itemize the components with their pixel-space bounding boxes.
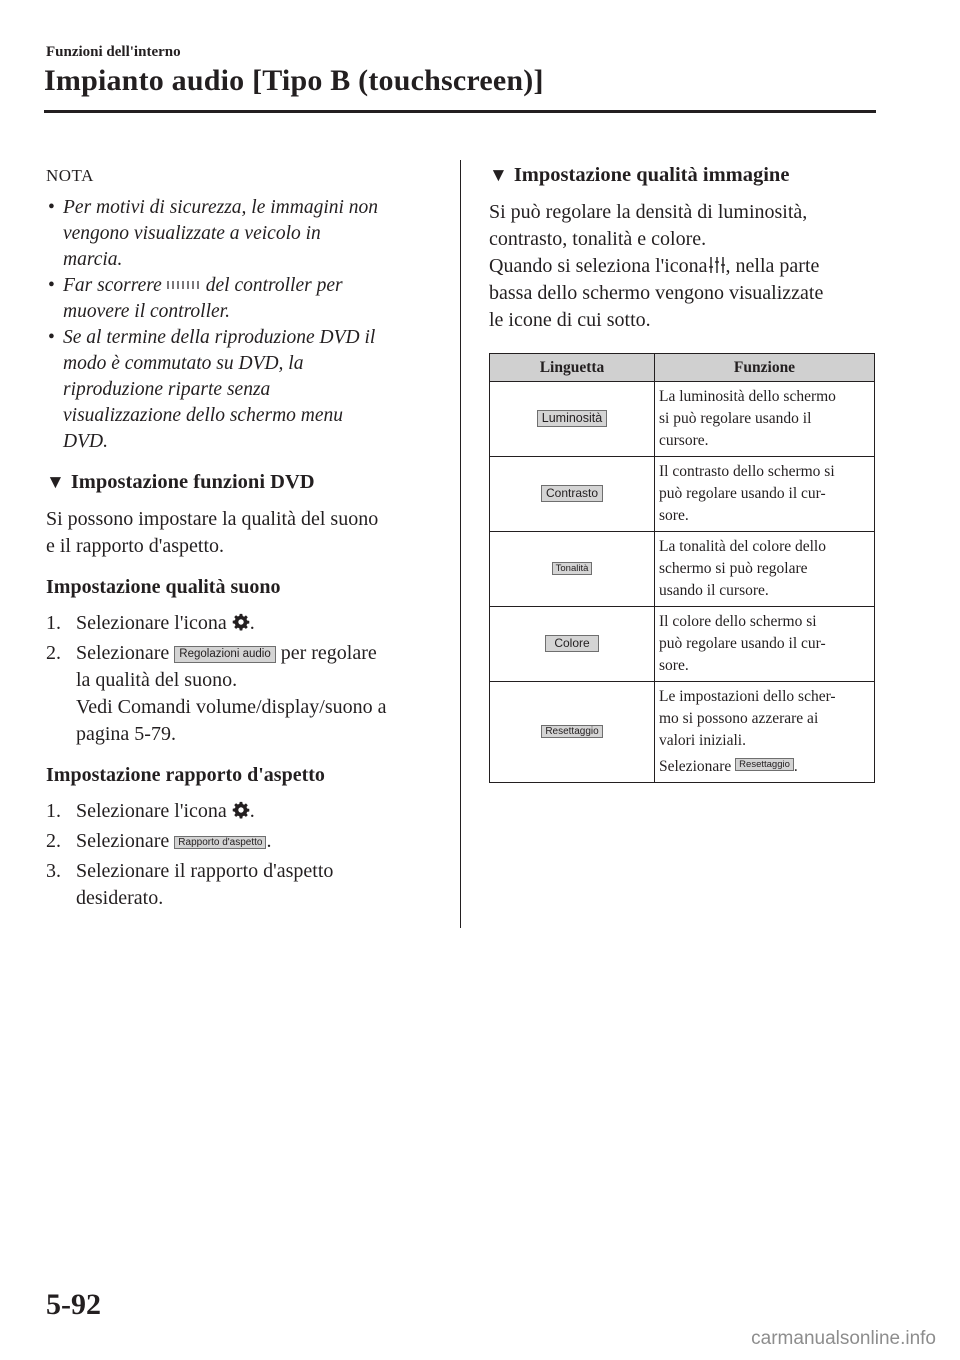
brightness-tab-button: Luminosità [537,410,607,427]
step-number: 2. [46,642,61,664]
page-number: 5-92 [46,1288,101,1321]
reset-button: Resettaggio [735,758,794,771]
column-header-tab: Linguetta [490,354,655,382]
step-number: 1. [46,800,61,822]
step [46,798,444,825]
step-text: Vedi Comandi volume/display/suono a [76,696,387,718]
tab-cell [490,682,655,783]
image-quality-heading [489,162,875,189]
step-text: Selezionare l'icona [76,800,227,822]
nota-line [63,273,444,299]
text-line: Si può regolare la densità di luminosità, [489,201,808,223]
step-text: desiderato. [76,887,164,909]
table-row [490,382,875,457]
right-column [489,158,875,343]
function-line: si può regolare usando il [659,410,812,427]
text-line: Si possono impostare la qualità del suono [46,508,379,530]
step [46,858,444,912]
function-line: mo si possono azzerare ai [659,710,819,727]
function-line: cursore. [659,432,709,449]
page-title: Impianto audio [Tipo B (touchscreen)] [44,64,544,97]
step-number: 2. [46,830,61,852]
gear-icon [232,801,250,819]
title-rule [44,110,876,113]
function-line: Le impostazioni dello scher- [659,688,836,705]
section-label: Funzioni dell'interno [46,44,181,60]
function-line [659,756,870,778]
text-line: bassa dello schermo vengono visualizzate [489,282,824,304]
function-line: può regolare usando il cur- [659,635,826,652]
step-text: . [249,612,255,634]
function-cell [655,607,875,682]
step-text: . [249,800,255,822]
tab-cell [490,382,655,457]
function-line: Il contrasto dello schermo si [659,463,835,480]
step-number: 3. [46,860,61,882]
function-line: La tonalità del colore dello [659,538,826,555]
function-cell [655,382,875,457]
tab-cell [490,532,655,607]
aspect-ratio-heading: Impostazione rapporto d'aspetto [46,764,325,786]
step-text: Selezionare [76,830,170,852]
step-text: pagina 5-79. [76,723,176,745]
nota-text: del controller per [205,275,343,296]
sound-quality-heading: Impostazione qualità suono [46,576,281,598]
nota-line: DVD. [63,431,108,452]
step-text: . [266,830,272,852]
reset-tab-button: Resettaggio [541,725,602,738]
bullet-dot: • [48,275,55,296]
table-header-row [490,354,875,382]
bullet-dot: • [48,197,55,218]
function-cell [655,682,875,783]
table-row [490,457,875,532]
nota-line: muovere il controller. [63,301,230,322]
nota-line: Per motivi di sicurezza, le immagini non [63,197,379,218]
function-text: . [793,758,798,775]
step [46,610,444,637]
nota-item [46,325,444,455]
nota-item [46,195,444,273]
audio-settings-button: Regolazioni audio [174,646,275,663]
function-line: schermo si può regolare [659,560,808,577]
dvd-settings-heading [46,469,444,496]
step-text: per regolare [280,642,377,664]
nota-line: vengono visualizzate a veicolo in [63,223,321,244]
step [46,828,444,855]
image-quality-intro-2 [489,253,875,334]
nota-label: NOTA [46,166,94,185]
watermark: carmanualsonline.info [751,1328,936,1349]
table-row [490,532,875,607]
step-number: 1. [46,612,61,634]
function-line: valori iniziali. [659,732,746,749]
nota-list [46,195,444,455]
tone-tab-button: Tonalità [552,562,593,575]
step-text: la qualità del suono. [76,669,238,691]
tab-cell [490,607,655,682]
function-line: Il colore dello schermo si [659,613,817,630]
text-line: e il rapporto d'aspetto. [46,535,224,557]
text-line: le icone di cui sotto. [489,309,651,331]
nota-item [46,273,444,325]
function-cell [655,532,875,607]
equalizer-icon [708,256,726,274]
step [46,640,444,748]
bullet-dot: • [48,327,55,348]
text-line: contrasto, tonalità e colore. [489,228,707,250]
heading-text: Impostazione qualità immagine [513,164,790,186]
nota-line: modo è commutato su DVD, la [63,353,304,374]
text: , nella parte [725,255,820,277]
nota-line: marcia. [63,249,123,270]
table-row [490,607,875,682]
heading-text: Impostazione funzioni DVD [70,471,315,493]
nota-text: Far scorrere [63,275,162,296]
image-quality-intro [489,199,875,253]
column-header-function: Funzione [655,354,875,382]
step-text: Selezionare l'icona [76,612,227,634]
table-row [490,682,875,783]
function-text: Selezionare [659,758,732,775]
function-line: sore. [659,507,689,524]
triangle-marker-icon: ▼ [489,165,508,186]
gear-icon [232,613,250,631]
nota-line: visualizzazione dello schermo menu [63,405,344,426]
tab-cell [490,457,655,532]
function-cell [655,457,875,532]
column-divider [460,160,461,928]
nota-line: riproduzione riparte senza [63,379,271,400]
nota-line: Se al termine della riproduzione DVD il [63,327,376,348]
text-line [489,253,875,280]
contrast-tab-button: Contrasto [541,485,603,502]
text: Quando si seleziona l'icona [489,255,708,277]
function-line: sore. [659,657,689,674]
function-line: La luminosità dello schermo [659,388,836,405]
function-line: usando il cursore. [659,582,769,599]
aspect-ratio-button: Rapporto d'aspetto [174,836,266,849]
triangle-marker-icon: ▼ [46,472,65,493]
function-line: può regolare usando il cur- [659,485,826,502]
step-text: Selezionare il rapporto d'aspetto [76,860,334,882]
color-tab-button: Colore [545,635,598,652]
left-column [46,158,444,915]
step-text: Selezionare [76,642,170,664]
image-quality-table [489,353,875,783]
dvd-intro [46,506,444,560]
scroll-wheel-icon [165,280,203,290]
